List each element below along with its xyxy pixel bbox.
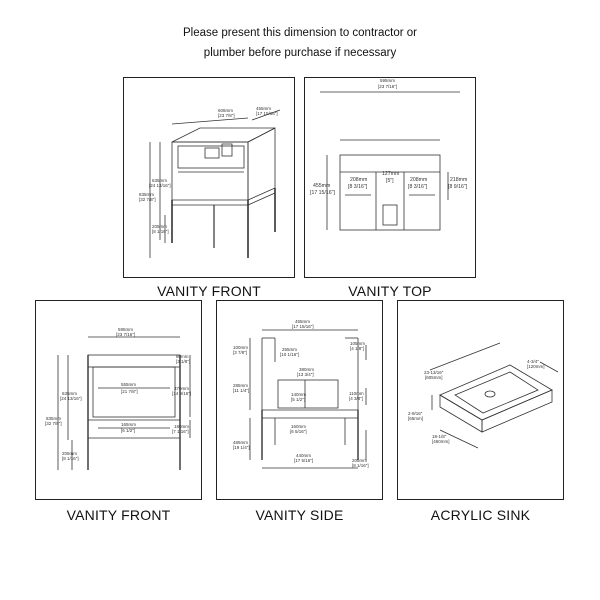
side-width-in: [17 15/16"]	[292, 324, 314, 329]
caption-vanity-side: VANITY SIDE	[255, 507, 344, 523]
caption-vanity-front-iso: VANITY FRONT	[157, 283, 261, 299]
side-a-in: [3 7/8"]	[233, 350, 248, 355]
sink-len: 18-1/8"	[432, 434, 447, 439]
iso-h2-mm: 835mm	[139, 192, 155, 197]
sink-rim: 2-9/16"	[408, 411, 423, 416]
instruction-line-1: Please present this dimension to contractor or	[183, 27, 417, 39]
side-b-in: [10 1/16"]	[280, 352, 300, 357]
sink-width: 23-13/16"	[424, 370, 444, 375]
side-i-in: [6 5/16"]	[290, 429, 307, 434]
top-center-mm: 127mm	[382, 171, 400, 177]
top-rh-in: [8 9/16"]	[448, 184, 468, 190]
front-h2-mm: 835mm	[46, 416, 62, 421]
top-right-mm: 208mm	[410, 177, 428, 183]
side-j-in: [17 5/16"]	[294, 458, 314, 463]
vanity-top-drawing	[320, 92, 460, 230]
iso-leg-in: [8 1/16"]	[152, 229, 169, 234]
front-h1-mm: 635mm	[62, 391, 78, 396]
iso-depth-in: [17 15/16"]	[256, 111, 278, 116]
side-g-mm: 110mm	[349, 391, 364, 396]
front-leg-mm: 205mm	[62, 451, 78, 456]
front-dh-mm: 370mm	[174, 386, 190, 391]
front-oh-mm: 180mm	[174, 424, 190, 429]
front-drawer-in: [21 7/8"]	[121, 389, 138, 394]
top-width-mm: 595mm	[380, 78, 396, 83]
iso-h1-mm: 635mm	[152, 178, 168, 183]
front-width-mm: 595mm	[118, 327, 134, 332]
side-e-in: [13 3/4"]	[297, 372, 314, 377]
iso-h1-in: [24 13/16"]	[149, 183, 171, 188]
side-f-in: [5 1/2"]	[291, 397, 306, 402]
side-c-in: [4 1/8"]	[350, 346, 365, 351]
iso-width-in: [23 7/8"]	[218, 113, 235, 118]
iso-width-mm: 606mm	[218, 108, 234, 113]
front-open-in: [6 1/2"]	[121, 428, 136, 433]
vanity-front-drawing	[58, 337, 190, 470]
caption-acrylic-sink: ACRYLIC SINK	[430, 507, 531, 523]
front-width-in: [23 7/16"]	[116, 332, 136, 337]
caption-vanity-top: VANITY TOP	[348, 283, 432, 299]
front-oh-in: [7 1/16"]	[172, 429, 189, 434]
sink-len-mm: [460mm]	[432, 439, 450, 444]
front-dh-in: [14 9/16"]	[172, 391, 192, 396]
sink-rim-mm: [65mm]	[408, 416, 424, 421]
side-h-in: [19 1/4"]	[233, 445, 250, 450]
top-width-in: [23 7/16"]	[378, 84, 398, 89]
side-j-mm: 440mm	[296, 453, 312, 458]
side-d-in: [11 1/4"]	[233, 388, 250, 393]
sink-width-mm: [605mm]	[425, 375, 443, 380]
front-open-mm: 165mm	[121, 422, 137, 427]
top-depth-in: [17 15/16"]	[310, 190, 335, 196]
side-d-mm: 285mm	[233, 383, 249, 388]
top-right-in: [8 3/16"]	[408, 184, 428, 190]
front-top-in: [3 1/8"]	[176, 359, 191, 364]
front-top-mm: 80mm	[176, 354, 189, 359]
side-k-in: [8 1/16"]	[352, 463, 369, 468]
side-c-mm: 105mm	[350, 341, 366, 346]
top-left-mm: 208mm	[350, 177, 368, 183]
side-width-mm: 455mm	[295, 319, 311, 324]
front-drawer-mm: 555mm	[121, 382, 137, 387]
side-b-mm: 255mm	[282, 347, 298, 352]
front-h2-in: [32 7/8"]	[45, 421, 62, 426]
top-center-in: [5"]	[386, 178, 394, 184]
top-rh-mm: 218mm	[450, 177, 468, 183]
front-h1-in: [24 13/16"]	[60, 396, 82, 401]
side-i-mm: 160mm	[291, 424, 307, 429]
side-h-mm: 485mm	[233, 440, 249, 445]
sink-depth-mm: [120mm]	[527, 364, 545, 369]
side-e-mm: 380mm	[299, 367, 315, 372]
side-k-mm: 205mm	[352, 458, 368, 463]
iso-h2-in: [32 7/8"]	[139, 197, 156, 202]
instruction-line-2: plumber before purchase if necessary	[203, 47, 397, 59]
side-f-mm: 140mm	[291, 392, 307, 397]
side-g-in: [4 3/8"]	[349, 396, 364, 401]
top-left-in: [8 3/16"]	[348, 184, 368, 190]
side-a-mm: 100mm	[233, 345, 249, 350]
sink-depth: 4-3/4"	[527, 359, 539, 364]
front-leg-in: [8 1/16"]	[62, 456, 79, 461]
top-depth-mm: 455mm	[313, 183, 331, 189]
iso-depth-mm: 455mm	[256, 106, 272, 111]
caption-vanity-front: VANITY FRONT	[66, 507, 171, 523]
iso-leg-mm: 205mm	[152, 224, 168, 229]
